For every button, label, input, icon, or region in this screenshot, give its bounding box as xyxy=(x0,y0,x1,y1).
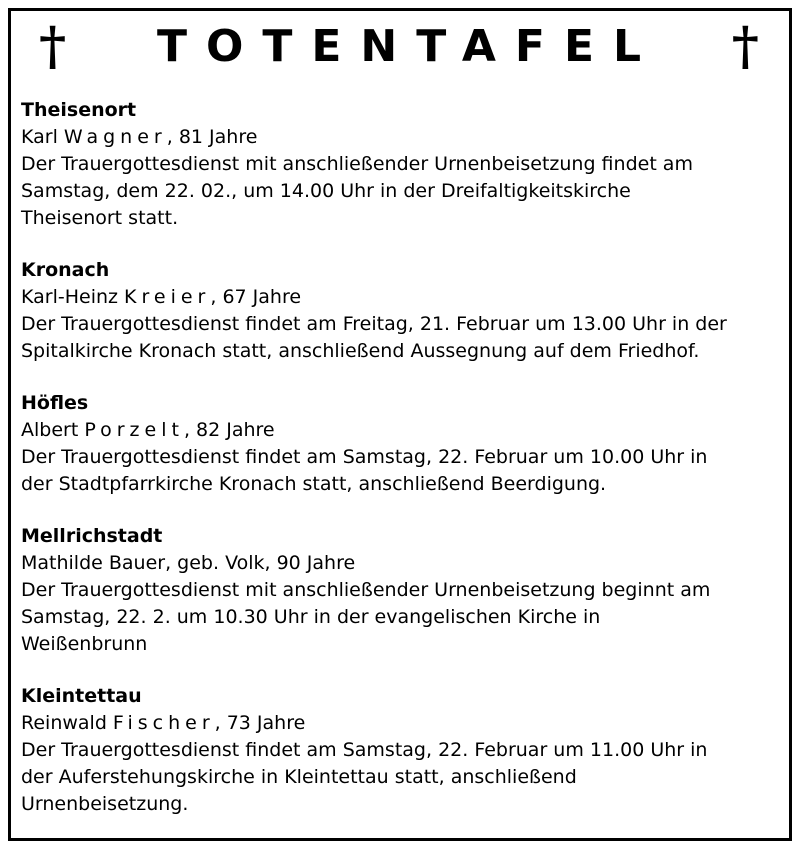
deceased-line xyxy=(21,550,785,577)
given-name: Karl-Heinz xyxy=(21,286,125,308)
page-title: TOTENTAFEL xyxy=(156,21,661,72)
deceased-line xyxy=(21,417,785,444)
deceased-line xyxy=(21,710,785,737)
obituary-entry xyxy=(21,523,785,658)
cross-right-icon: † xyxy=(731,16,759,77)
service-text: Der Trauergottesdienst findet am Freitag, 21. Februar um 13.00 Uhr in der xyxy=(21,313,727,335)
service-text: Der Trauergottesdienst mit anschließender Urnenbeisetzung findet am xyxy=(21,153,693,175)
age: , 81 Jahre xyxy=(166,126,258,148)
service-text: Der Trauergottesdienst findet am Samstag, 22. Februar um 11.00 Uhr in xyxy=(21,739,708,761)
given-name: Albert xyxy=(21,419,85,441)
given-name: Mathilde Bauer, geb. Volk xyxy=(21,552,265,574)
service-text: Samstag, 22. 2. um 10.30 Uhr in der evangelischen Kirche in xyxy=(21,606,601,628)
obituary-entry xyxy=(21,683,785,818)
deceased-line xyxy=(21,284,785,311)
age: , 67 Jahre xyxy=(210,286,302,308)
service-text: Der Trauergottesdienst mit anschließender Urnenbeisetzung beginnt am xyxy=(21,579,711,601)
age: , 73 Jahre xyxy=(214,712,306,734)
obituary-entry xyxy=(21,390,785,498)
service-text: der Auferstehungskirche in Kleintettau statt, anschließend xyxy=(21,766,577,788)
service-text: Urnenbeisetzung. xyxy=(21,793,189,815)
age: , 90 Jahre xyxy=(264,552,356,574)
place-name: Mellrichstadt xyxy=(21,525,163,547)
surname: Wagner xyxy=(63,126,167,148)
place-name: Theisenort xyxy=(21,99,137,121)
service-text: Der Trauergottesdienst findet am Samstag, 22. Februar um 10.00 Uhr in xyxy=(21,446,708,468)
place-name: Kleintettau xyxy=(21,685,142,707)
obituary-entry xyxy=(21,257,785,365)
service-text: der Stadtpfarrkirche Kronach statt, anschließend Beerdigung. xyxy=(21,473,607,495)
given-name: Karl xyxy=(21,126,64,148)
age: , 82 Jahre xyxy=(183,419,275,441)
service-text: Spitalkirche Kronach statt, anschließend Aussegnung auf dem Friedhof. xyxy=(21,340,700,362)
header xyxy=(11,11,789,83)
entries-list xyxy=(21,97,785,818)
given-name: Reinwald xyxy=(21,712,113,734)
service-text: Samstag, dem 22. 02., um 14.00 Uhr in der Dreifaltigkeitskirche xyxy=(21,180,631,202)
place-name: Kronach xyxy=(21,259,110,281)
service-text: Theisenort statt. xyxy=(21,207,179,229)
obituary-board xyxy=(8,8,792,841)
obituary-entry xyxy=(21,97,785,232)
surname: Porzelt xyxy=(84,419,184,441)
surname: Kreier xyxy=(124,286,211,308)
place-name: Höfles xyxy=(21,392,89,414)
cross-left-icon: † xyxy=(39,16,67,77)
service-text: Weißenbrunn xyxy=(21,633,148,655)
surname: Fischer xyxy=(112,712,215,734)
deceased-line xyxy=(21,124,785,151)
